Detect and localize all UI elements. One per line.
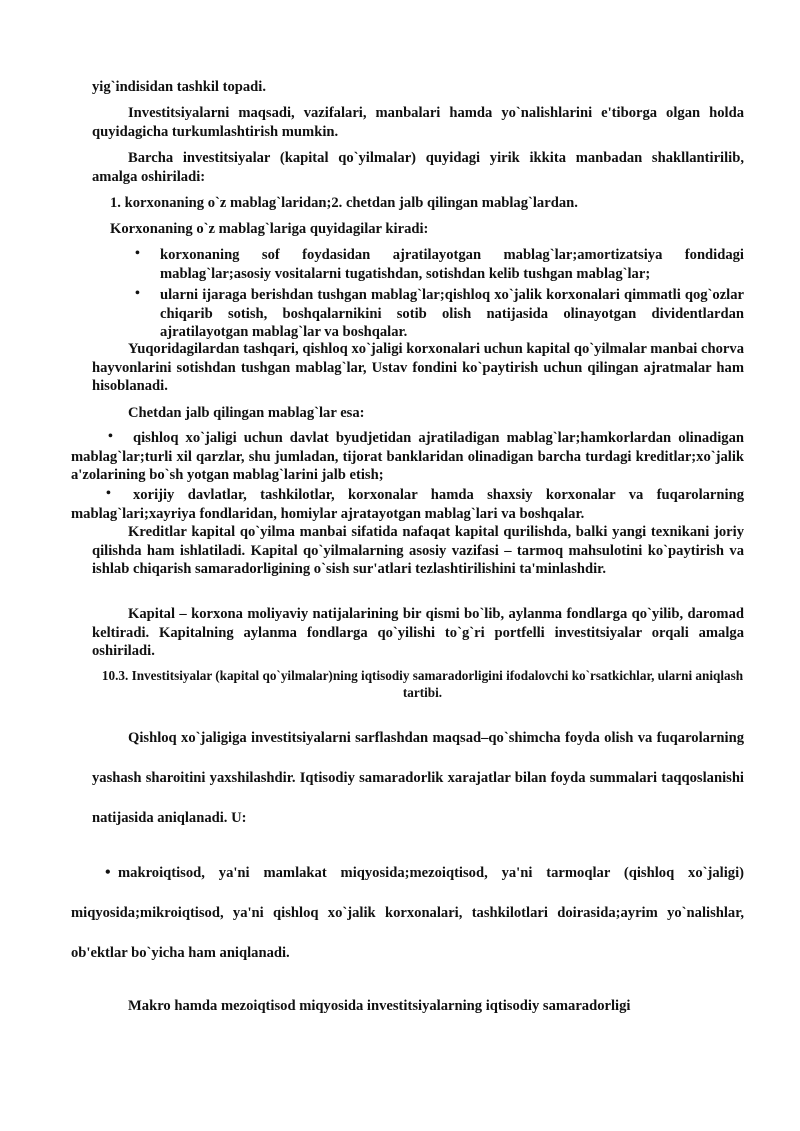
paragraph-continuation: yig`indisidan tashkil topadi. <box>92 79 266 95</box>
paragraph-macro: Makro hamda mezoiqtisod miqyosida investitsiyalarning iqtisodiy samaradorligi <box>128 998 631 1014</box>
bullet-external-1: qishloq xo`jaligi uchun davlat byudjetidan ajratiladigan mablag`lar;hamkorlardan olinadigan mablag`lar;turli xil qarzlar, shu jumladan, tijorat banklaridan olinadigan barcha turdagi kreditlar;xo`jalik a'zolarining bo`sh yotgan mablag`larini jalb etish; <box>71 430 744 483</box>
paragraph-capital: Kapital – korxona moliyaviy natijalarining bir qismi bo`lib, aylanma fondlarga qo`yilib, daromad keltiradi. Kapitalning aylanma fondlarga qo`yilishi to`g`ri portfelli investitsiyalar orqali amalga oshiriladi. <box>92 606 744 659</box>
bullet-icon: • <box>135 286 140 301</box>
paragraph-sources: Barcha investitsiyalar (kapital qo`yilmalar) quyidagi yirik ikkita manbadan shakllantirilib, amalga oshiriladi: <box>92 150 744 185</box>
bullet-icon: • <box>105 864 111 881</box>
bullet-external-2: xorijiy davlatlar, tashkilotlar, korxonalar hamda shaxsiy korxonalar va fuqarolarning mablag`lari;xayriya fondlaridan, homiylar ajratayotgan mablag`lari va boshqalar. <box>71 487 744 522</box>
paragraph-own-funds: Korxonaning o`z mablag`lariga quyidagilar kiradi: <box>110 221 429 237</box>
bullet-icon: • <box>135 246 140 261</box>
bullet-own-funds-2: ularni ijaraga berishdan tushgan mablag`lar;qishloq xo`jalik korxonalari qimmatli qog`ozlar chiqarib sotish, boshqalarnikini sotib olish natijasida olinayotgan dividentlardan ajratilayotgan mablag`lar va boshqalar. <box>160 287 744 340</box>
bullet-own-funds-1: korxonaning sof foydasidan ajratilayotgan mablag`lar;amortizatsiya fondidagi mablag`lar;asosiy vositalarni tugatishdan, sotishdan kelib tushgan mablag`lar; <box>160 247 744 282</box>
paragraph-credits: Kreditlar kapital qo`yilma manbai sifatida nafaqat kapital qurilishda, balki yangi texnikani joriy qilishda ham ishlatiladi. Kapital qo`yilmalarning asosiy vazifasi – tarmoq mahsulotini ko`paytirish va ishlab chiqarish samaradorligining o`sish sur'atlari tezlashtirilishini ta'minlashdir. <box>92 524 744 577</box>
paragraph-source-list: 1. korxonaning o`z mablag`laridan;2. chetdan jalb qilingan mablag`lardan. <box>110 195 578 211</box>
bullet-icon: • <box>108 429 113 444</box>
paragraph-efficiency: Qishloq xo`jaligiga investitsiyalarni sarflashdan maqsad–qo`shimcha foyda olish va fuqarolarning yashash sharoitini yaxshilashdir. Iqtisodiy samaradorlik xarajatlar bilan foyda summalari taqqoslanishi natijasida aniqlanadi. U: <box>92 730 744 826</box>
paragraph-classification: Investitsiyalarni maqsadi, vazifalari, manbalari hamda yo`nalishlarini e'tiborga olgan holda quyidagicha turkumlashtirish mumkin. <box>92 105 744 140</box>
paragraph-additional-sources: Yuqoridagilardan tashqari, qishloq xo`jaligi korxonalari uchun kapital qo`yilmalar manbai chorva hayvonlarini sotishdan tushgan mablag`lar, Ustav fondini ko`paytirish uchun qilingan ajratmalar ham hisoblanadi. <box>92 341 744 394</box>
bullet-efficiency-levels: makroiqtisod, ya'ni mamlakat miqyosida;mezoiqtisod, ya'ni tarmoqlar (qishloq xo`jaligi) miqyosida;mikroiqtisod, ya'ni qishloq xo`jalik korxonalari, tashkilotlari doirasida;ayrim yo`nalishlar, ob'ektlar bo`yicha ham aniqlanadi. <box>71 865 744 961</box>
bullet-icon: • <box>106 486 111 501</box>
paragraph-external-funds: Chetdan jalb qilingan mablag`lar esa: <box>128 405 365 421</box>
section-heading: 10.3. Investitsiyalar (kapital qo`yilmalar)ning iqtisodiy samaradorligini ifodalovchi ko`rsatkichlar, ularni aniqlash tartibi. <box>101 668 744 700</box>
